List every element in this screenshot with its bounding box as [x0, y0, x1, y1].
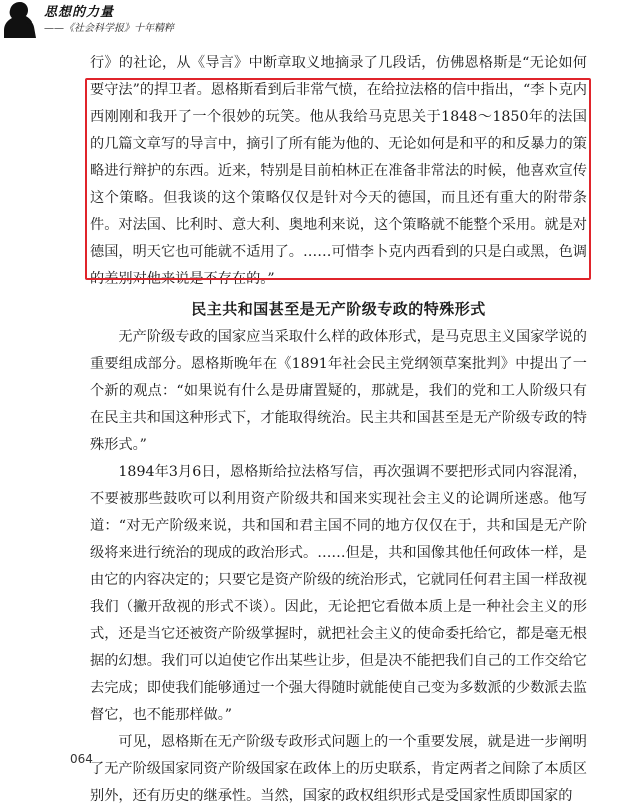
body-paragraph: 可见，恩格斯在无产阶级专政形式问题上的一个重要发展，就是进一步阐明了无产阶级国家同资产阶级国家在政体上的历史联系，肯定两者之间除了本质区别外，还有历史的继承性。当然，国家的政权组织形式是受国家性质即国家的 — [90, 734, 587, 804]
section-heading: 民主共和国甚至是无产阶级专政的特殊形式 — [191, 300, 486, 318]
book-subtitle: ——《社会科学报》十年精粹 — [44, 23, 174, 34]
running-header — [0, 0, 617, 40]
continued-text — [90, 50, 587, 293]
continued-paragraph: 行》的社论，从《导言》中断章取义地摘录了几段话，仿佛恩格斯是“无论如何要守法”的捍卫者。恩格斯看到后非常气愤，在给拉法格的信中指出，“李卜克内西刚刚和我开了一个很妙的玩笑。他从我给马克思关于1848～1850年的法国的几篇文章写的导言中，摘引了所有能为他的、无论如何是和平的和反暴力的策略进行辩护的东西。近来，特别是目前柏林正在准备非常法的时候，他喜欢宣传这个策略。但我谈的这个策略仅仅是针对今天的德国，而且还有重大的附带条件。对法国、比利时、意大利、奥地利来说，这个策略就不能整个采用。就是对德国，明天它也可能就不适用了。……可惜李卜克内西看到的只是白或黑，色调的差别对他来说是不存在的。” — [90, 55, 587, 287]
body-paragraph: 无产阶级专政的国家应当采取什么样的政体形式，是马克思主义国家学说的重要组成部分。恩格斯晚年在《1891年社会民主党纲领草案批判》中提出了一个新的观点：“如果说有什么是毋庸置疑的，那就是，我们的党和工人阶级只有在民主共和国这种形式下，才能取得统治。民主共和国甚至是无产阶级专政的特殊形式。” — [90, 329, 587, 453]
thinker-silhouette-icon — [0, 0, 42, 38]
page-number: 064 — [70, 752, 93, 766]
section-body — [90, 324, 587, 810]
book-title: 思想的力量 — [44, 5, 115, 20]
body-paragraph: 1894年3月6日，恩格斯给拉法格写信，再次强调不要把形式同内容混淆，不要被那些鼓吹可以利用资产阶级共和国来实现社会主义的论调所迷惑。他写道：“对无产阶级来说，共和国和君主国不同的地方仅仅在于，共和国是无产阶级将来进行统治的现成的政治形式。……但是，共和国像其他任何政体一样，是由它的内容决定的；只要它是资产阶级的统治形式，它就同任何君主国一样敌视我们（撇开敌视的形式不谈）。因此，无论把它看做本质上是一种社会主义的形式，还是当它还被资产阶级掌握时，就把社会主义的使命委托给它，都是毫无根据的幻想。我们可以迫使它作出某些让步，但是决不能把我们自己的工作交给它去完成；即使我们能够通过一个强大得随时就能使自己变为多数派的少数派去监督它，也不能那样做。” — [90, 464, 587, 723]
